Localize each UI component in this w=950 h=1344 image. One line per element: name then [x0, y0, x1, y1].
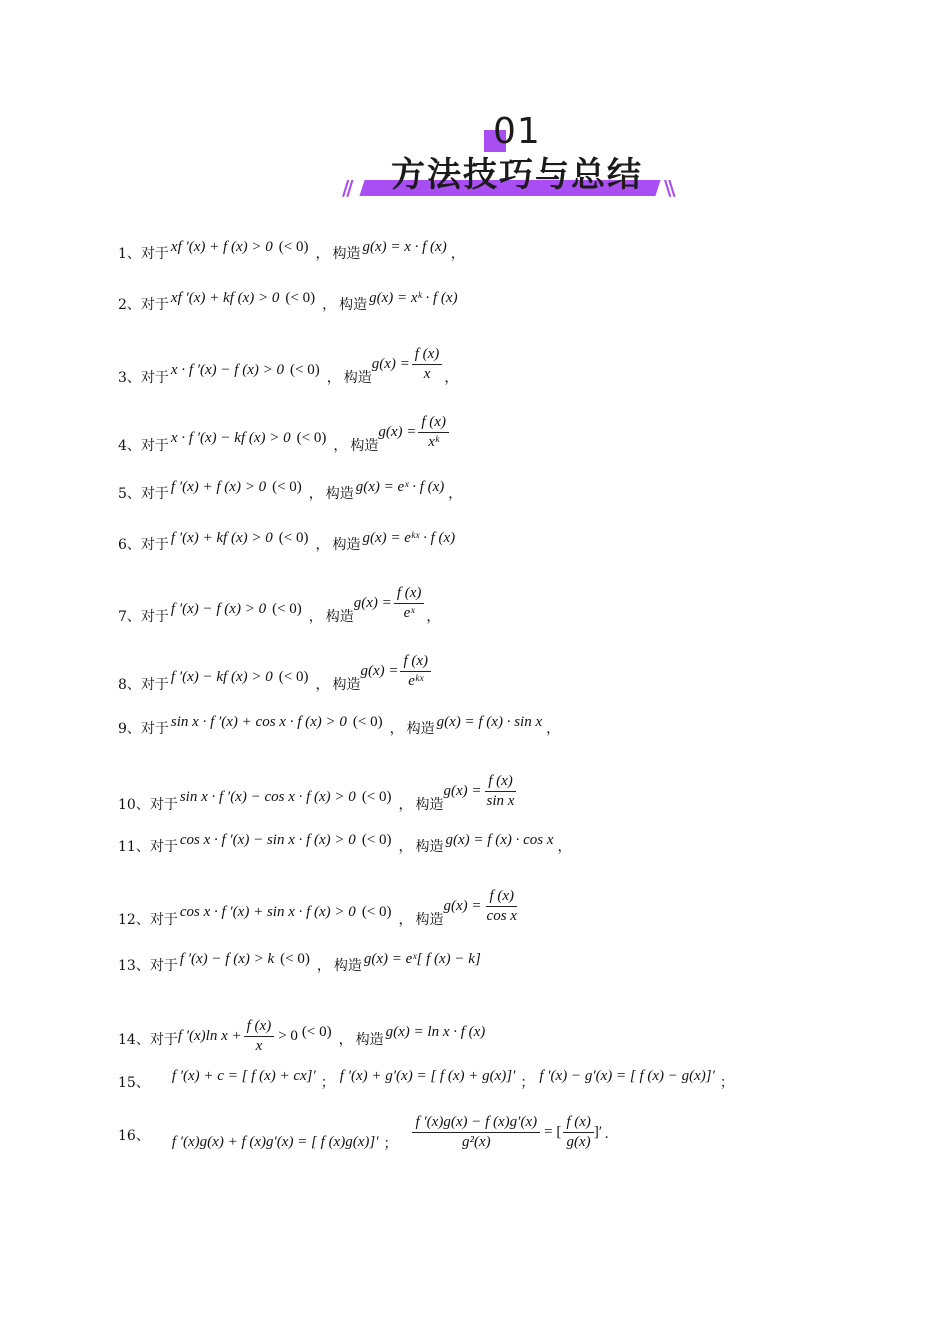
item-index: 10、: [118, 796, 150, 813]
less-than-alternative: (< 0): [280, 950, 310, 967]
separator: ；: [719, 1075, 734, 1091]
list-item-12: [118, 888, 878, 937]
trailing-punctuation: ，: [546, 721, 561, 737]
function-lhs: g(x) =: [360, 663, 399, 679]
item-index: 1、: [118, 246, 141, 262]
construct-label: 构造: [350, 437, 379, 454]
less-than-alternative: (< 0): [278, 238, 309, 255]
fraction-denominator: cos x: [486, 908, 517, 924]
list-item-6: [118, 529, 878, 554]
fraction-numerator: f ′(x)g(x) − f (x)g′(x): [412, 1114, 540, 1133]
construct-label: 构造: [343, 369, 372, 386]
quotient-rule: [410, 1114, 618, 1151]
constructed-function: [444, 888, 520, 925]
trailing-punctuation: ，: [450, 246, 465, 262]
trailing-punctuation: ，: [448, 486, 463, 502]
list-item-8: [118, 653, 878, 702]
less-than-alternative: (< 0): [301, 1024, 332, 1040]
list-item-13: [118, 950, 878, 975]
constructed-function: [372, 346, 443, 383]
condition-expression: xf ′(x) + kf (x) > 0: [170, 289, 280, 306]
formula-1: f ′(x) + c = [ f (x) + cx]′: [171, 1067, 316, 1084]
function-lhs: g(x) =: [443, 783, 482, 799]
item-index: 4、: [118, 437, 141, 454]
item-index: 9、: [118, 721, 141, 737]
comma: ，: [398, 839, 413, 855]
item-index: 2、: [118, 297, 141, 313]
item-index: 7、: [118, 608, 141, 625]
item-index: 5、: [118, 486, 141, 502]
comma: ，: [326, 369, 341, 386]
trailing-punctuation: ，: [557, 839, 572, 855]
construct-label: 构造: [415, 911, 444, 928]
for-label: 对于: [149, 1031, 178, 1048]
construct-label: 构造: [332, 676, 361, 693]
condition-expression: sin x · f ′(x) + cos x · f (x) > 0: [170, 713, 347, 730]
for-label: 对于: [140, 486, 169, 502]
section-header: [0, 110, 950, 210]
comma: ，: [389, 721, 404, 737]
condition-expression: f ′(x) + kf (x) > 0: [170, 529, 273, 546]
item-index: 3、: [118, 369, 141, 386]
comma: ，: [398, 796, 413, 813]
less-than-alternative: (< 0): [296, 430, 327, 446]
equals-bracket: = [: [544, 1124, 562, 1140]
function-fraction: [484, 773, 518, 810]
fraction-numerator: f (x): [418, 414, 449, 433]
condition-expression: f ′(x) − f (x) > k: [179, 950, 275, 967]
comma: ，: [308, 486, 323, 502]
construct-label: 构造: [355, 1031, 384, 1048]
for-label: 对于: [149, 911, 178, 928]
item-index: 16、: [118, 1127, 150, 1144]
for-label: 对于: [140, 246, 169, 262]
function-lhs: g(x) =: [371, 356, 410, 372]
constructed-function: [360, 653, 431, 690]
fraction-numerator: f (x): [485, 773, 516, 792]
separator: ；: [520, 1075, 535, 1091]
list-item-10: [118, 773, 878, 822]
condition-rhs: > 0: [278, 1028, 298, 1044]
for-label: 对于: [140, 676, 169, 693]
fraction-numerator: f (x): [563, 1114, 594, 1133]
function-lhs: g(x) =: [443, 898, 482, 914]
constructed-function: g(x) = f (x) · sin x: [436, 713, 543, 730]
for-label: 对于: [140, 721, 169, 737]
closing-bracket: ]′: [593, 1124, 603, 1140]
constructed-function: g(x) = eˣ · f (x): [355, 478, 445, 495]
comma: ，: [398, 911, 413, 928]
formula-1: f ′(x)g(x) + f (x)g′(x) = [ f (x)g(x)]′: [171, 1134, 379, 1150]
separator: ；: [383, 1135, 398, 1152]
separator: ；: [320, 1075, 335, 1091]
function-lhs: g(x) =: [378, 424, 417, 440]
constructed-function: [354, 585, 425, 622]
section-title: 方法技巧与总结: [391, 155, 643, 195]
condition-expression: sin x · f ′(x) − cos x · f (x) > 0: [179, 789, 356, 805]
formula-2: f ′(x) + g′(x) = [ f (x) + g(x)]′: [339, 1067, 516, 1084]
list-item-14: [118, 1020, 878, 1057]
fraction-numerator: f (x): [412, 346, 443, 365]
fraction-denominator: g²(x): [461, 1134, 491, 1150]
fraction-denominator: eˣ: [403, 605, 415, 621]
fraction-numerator: f (x): [244, 1018, 275, 1037]
for-label: 对于: [149, 958, 178, 974]
condition-expression: xf ′(x) + f (x) > 0: [170, 238, 273, 255]
item-index: 14、: [118, 1031, 150, 1048]
for-label: 对于: [140, 297, 169, 313]
construct-label: 构造: [339, 297, 368, 313]
construct-label: 构造: [415, 796, 444, 813]
less-than-alternative: (< 0): [278, 529, 309, 546]
constructed-function: [444, 773, 518, 810]
fraction-numerator: f (x): [486, 888, 517, 907]
less-than-alternative: (< 0): [272, 601, 302, 617]
list-item-2: [118, 289, 878, 314]
less-than-alternative: (< 0): [272, 478, 302, 495]
comma: ，: [322, 297, 337, 313]
item-index: 13、: [118, 958, 150, 974]
fraction: [412, 1114, 540, 1151]
fraction-denominator: x: [255, 1038, 263, 1054]
condition-expression: [178, 1018, 298, 1055]
item-index: 8、: [118, 676, 141, 693]
list-item-15: [118, 1067, 878, 1092]
less-than-alternative: (< 0): [278, 669, 309, 685]
condition-expression: cos x · f ′(x) + sin x · f (x) > 0: [179, 904, 356, 920]
item-index: 12、: [118, 911, 150, 928]
constructed-function: g(x) = x · f (x): [362, 238, 447, 255]
constructed-function: g(x) = eˣ[ f (x) − k]: [363, 950, 481, 967]
less-than-alternative: (< 0): [285, 289, 316, 306]
comma: ，: [316, 958, 331, 974]
fraction-denominator: xᵏ: [428, 434, 440, 450]
inner-fraction: [563, 1114, 594, 1151]
less-than-alternative: (< 0): [290, 362, 320, 378]
constructed-function: g(x) = f (x) · cos x: [445, 831, 554, 848]
list-item-7: [118, 585, 878, 634]
fraction-denominator: x: [423, 366, 431, 382]
constructed-function: [378, 414, 449, 451]
constructed-function: g(x) = xᵏ · f (x): [369, 289, 458, 306]
comma: ，: [315, 676, 330, 693]
construct-label: 构造: [325, 608, 354, 625]
less-than-alternative: (< 0): [361, 904, 392, 920]
fraction-denominator: g(x): [566, 1134, 591, 1150]
function-fraction: [400, 653, 431, 690]
fraction-numerator: f (x): [394, 585, 425, 604]
less-than-alternative: (< 0): [361, 831, 392, 848]
less-than-alternative: (< 0): [352, 713, 383, 730]
comma: ，: [308, 608, 323, 625]
condition-expression: f ′(x) + f (x) > 0: [170, 478, 267, 495]
for-label: 对于: [140, 437, 169, 454]
list-item-4: [118, 414, 878, 463]
list-item-16: [118, 1116, 878, 1153]
list-item-1: [118, 238, 878, 263]
construct-label: 构造: [406, 721, 435, 737]
period: ．: [604, 1125, 619, 1142]
for-label: 对于: [149, 839, 178, 855]
constructed-function: g(x) = ln x · f (x): [385, 1024, 486, 1040]
less-than-alternative: (< 0): [361, 789, 392, 805]
comma: ，: [315, 537, 330, 553]
condition-expression: x · f ′(x) − kf (x) > 0: [170, 430, 291, 446]
list-item-11: [118, 831, 878, 856]
condition-expression: cos x · f ′(x) − sin x · f (x) > 0: [179, 831, 356, 848]
fraction-denominator: sin x: [486, 793, 515, 809]
fraction-numerator: f (x): [400, 653, 431, 672]
function-fraction: [412, 346, 443, 383]
comma: ，: [333, 437, 348, 454]
trailing-punctuation: ，: [426, 608, 441, 625]
construct-label: 构造: [332, 537, 361, 553]
list-item-3: [118, 346, 878, 395]
condition-expression: f ′(x) − kf (x) > 0: [170, 669, 273, 685]
function-lhs: g(x) =: [353, 595, 392, 611]
construct-label: 构造: [415, 839, 444, 855]
section-number: 01: [493, 111, 541, 152]
for-label: 对于: [140, 537, 169, 553]
formula-3: f ′(x) − g′(x) = [ f (x) − g(x)]′: [539, 1067, 715, 1084]
condition-expression: x · f ′(x) − f (x) > 0: [170, 362, 284, 378]
fraction-denominator: eᵏˣ: [408, 673, 424, 689]
left-slash-decoration: //: [342, 176, 351, 200]
comma: ，: [315, 246, 330, 262]
item-index: 15、: [118, 1075, 150, 1091]
comma: ，: [338, 1031, 353, 1048]
condition-fraction: [244, 1018, 275, 1055]
item-index: 6、: [118, 537, 141, 553]
right-slash-decoration: \\: [664, 176, 673, 200]
condition-expression: f ′(x) − f (x) > 0: [170, 601, 267, 617]
construct-label: 构造: [325, 486, 354, 502]
list-item-5: [118, 478, 878, 503]
constructed-function: g(x) = eᵏˣ · f (x): [362, 529, 456, 546]
function-fraction: [394, 585, 425, 622]
trailing-punctuation: ，: [444, 369, 459, 386]
for-label: 对于: [140, 369, 169, 386]
function-fraction: [484, 888, 520, 925]
construct-label: 构造: [332, 246, 361, 262]
construct-label: 构造: [333, 958, 362, 974]
list-item-9: [118, 713, 878, 738]
item-index: 11、: [118, 839, 150, 855]
function-fraction: [418, 414, 449, 451]
for-label: 对于: [140, 608, 169, 625]
for-label: 对于: [149, 796, 178, 813]
condition-lhs: f ′(x)ln x +: [177, 1028, 242, 1044]
